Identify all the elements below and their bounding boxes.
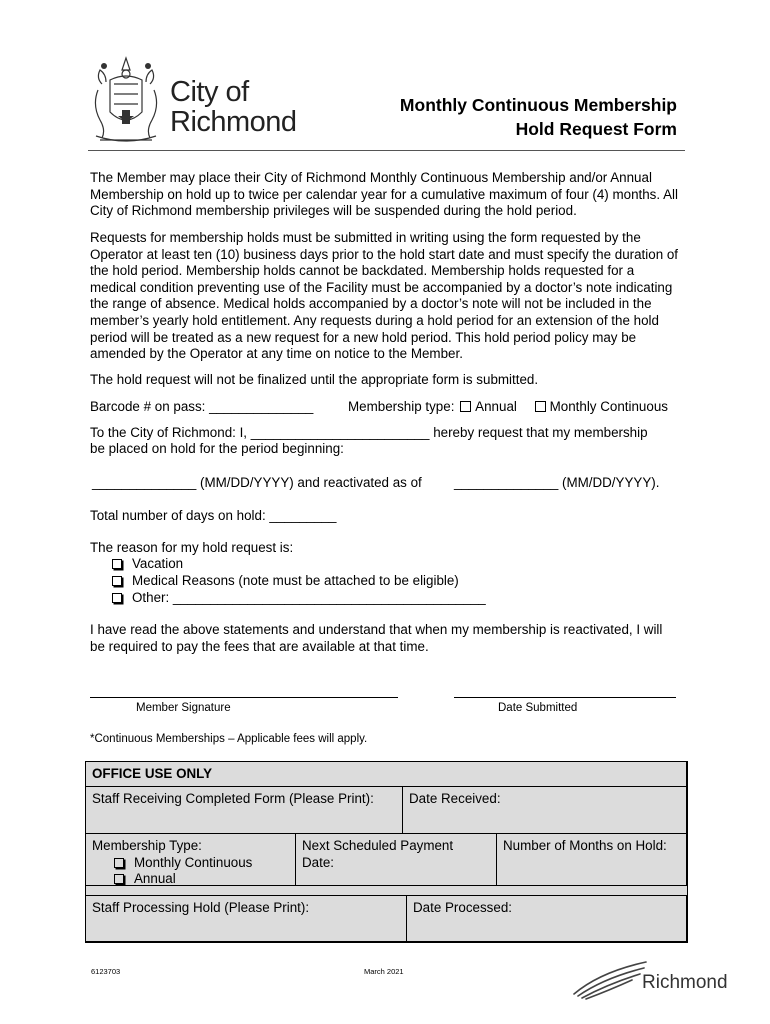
date-submitted-line[interactable] [454, 697, 676, 698]
office-monthly-option [92, 855, 289, 872]
medical-label: Medical Reasons (note must be attached to be eligible) [132, 573, 459, 588]
richmond-footer-wordmark: Richmond [642, 972, 728, 993]
office-monthly-label: Monthly Continuous [134, 854, 253, 870]
richmond-swoosh-icon [570, 958, 650, 1000]
document-number: 6123703 [91, 967, 121, 976]
fees-note: *Continuous Memberships – Applicable fees will apply. [90, 733, 368, 745]
office-annual-label: Annual [134, 871, 176, 887]
requests-paragraph: Requests for membership holds must be submitted in writing using the form requested by the Operator at least ten (10) business days prior to the hold start date and must specify the duration of the hold period. Membership holds cannot be backdated. Membership holds requested for a medical condition preventing use of the Facility must be accompanied by a doctor’s note indicating the range of absence. Medical holds accompanied by a doctor’s note will not be included in the member’s yearly hold entitlement. Any requests during a hold period for an extension of the hold period will be treated as a new request for a new hold period. This hold period policy may be amended by the Operator at any time on notice to the Member. [90, 230, 679, 362]
reactivation-date-field[interactable]: ______________ (MM/DD/YYYY). [454, 475, 660, 490]
other-checkbox[interactable] [112, 593, 122, 603]
city-of-richmond-wordmark [170, 77, 297, 137]
office-membership-type-label: Membership Type: [92, 838, 202, 853]
logo-line-2: Richmond [170, 106, 297, 138]
office-annual-option [92, 871, 289, 888]
staff-receiving-cell[interactable]: Staff Receiving Completed Form (Please Print): [85, 786, 403, 834]
staff-processing-cell[interactable]: Staff Processing Hold (Please Print): [85, 895, 407, 942]
date-submitted-label: Date Submitted [498, 702, 578, 714]
request-statement-line-2: be placed on hold for the period beginning: [90, 441, 344, 456]
reason-label: The reason for my hold request is: [90, 540, 294, 555]
logo-line-1: City of [170, 76, 249, 108]
annual-checkbox[interactable] [460, 401, 471, 412]
monthly-continuous-label: Monthly Continuous [549, 399, 668, 414]
months-on-hold-cell[interactable]: Number of Months on Hold: [496, 833, 687, 886]
barcode-field[interactable]: Barcode # on pass: ______________ [90, 399, 314, 414]
hold-start-date-field[interactable]: ______________ (MM/DD/YYYY) and reactivated as of [92, 475, 422, 490]
total-days-field[interactable]: Total number of days on hold: _________ [90, 508, 337, 523]
reason-other [112, 590, 486, 607]
intro-paragraph: The Member may place their City of Richmond Monthly Continuous Membership and/or Annual Membership on hold up to twice per calendar year for a cumulative maximum of four (4) months. All City of Richmond membership privileges will be suspended during the hold period. [90, 170, 678, 219]
richmond-footer-logo [570, 958, 730, 1004]
membership-type-field [348, 399, 668, 416]
title-line-1: Monthly Continuous Membership [399, 95, 677, 115]
office-monthly-checkbox[interactable] [114, 858, 124, 868]
reason-medical [112, 573, 459, 590]
membership-type-cell [85, 833, 296, 886]
finalize-paragraph: The hold request will not be finalized until the appropriate form is submitted. [90, 372, 539, 387]
footer-date: March 2021 [364, 967, 404, 976]
annual-label: Annual [475, 399, 517, 414]
acknowledgement-paragraph: I have read the above statements and understand that when my membership is reactivated, I will be required to pay the fees that are available at that time. [90, 622, 663, 654]
vacation-checkbox[interactable] [112, 559, 122, 569]
request-statement-line-1[interactable]: To the City of Richmond: I, ________________________ hereby request that my membership [90, 425, 648, 440]
office-annual-checkbox[interactable] [114, 874, 124, 884]
title-line-2: Hold Request Form [515, 119, 677, 139]
medical-checkbox[interactable] [112, 576, 122, 586]
office-use-heading: OFFICE USE ONLY [85, 761, 687, 787]
membership-type-label: Membership type: [348, 399, 455, 414]
monthly-continuous-checkbox[interactable] [535, 401, 546, 412]
member-signature-line[interactable] [90, 697, 398, 698]
date-processed-cell[interactable]: Date Processed: [406, 895, 687, 942]
city-crest-logo [88, 50, 164, 150]
date-received-cell[interactable]: Date Received: [402, 786, 687, 834]
reason-vacation [112, 556, 183, 573]
member-signature-label: Member Signature [136, 702, 231, 714]
header-divider [88, 150, 685, 151]
next-payment-cell[interactable]: Next Scheduled Payment Date: [295, 833, 497, 886]
form-title [400, 93, 677, 141]
other-field[interactable]: Other: __________________________________________ [132, 590, 486, 605]
vacation-label: Vacation [132, 556, 184, 571]
